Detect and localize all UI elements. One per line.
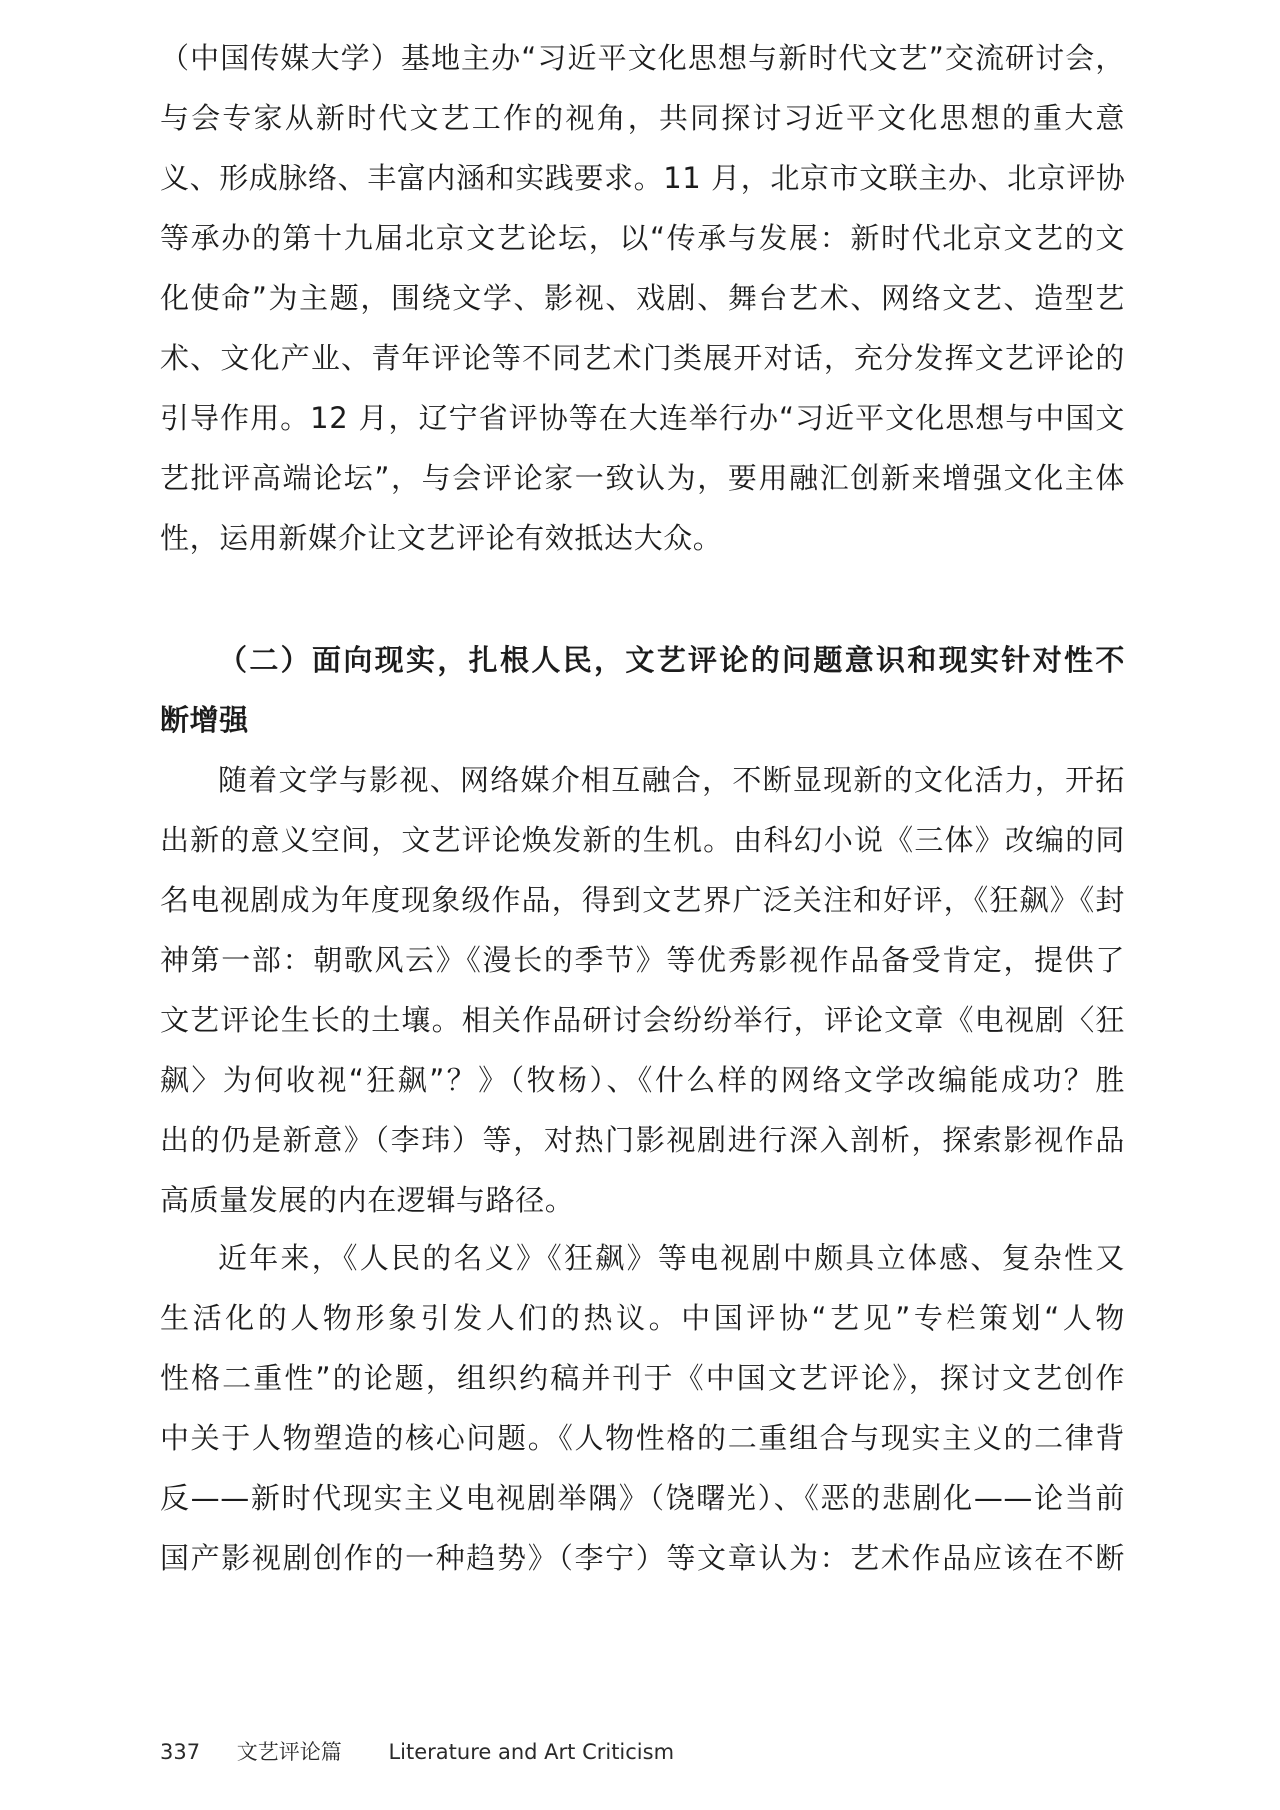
text-line: 性，运用新媒介让文艺评论有效抵达大众。 — [160, 521, 723, 555]
text-line: 近年来，《人民的名义》《狂飙》等电视剧中颇具立体感、复杂性又 — [218, 1241, 1125, 1275]
intro-paragraph — [160, 28, 1125, 568]
paragraph-3 — [160, 1228, 1125, 1588]
text-line: 随着文学与影视、网络媒介相互融合，不断显现新的文化活力，开拓 — [218, 763, 1125, 797]
text-line: 引导作用。12 月，辽宁省评协等在大连举行办“习近平文化思想与中国文 — [160, 401, 1125, 435]
text-line: 性格二重性”的论题，组织约稿并刊于《中国文艺评论》，探讨文艺创作 — [160, 1361, 1125, 1395]
text-line: 与会专家从新时代文艺工作的视角，共同探讨习近平文化思想的重大意 — [160, 101, 1125, 135]
text-line: 高质量发展的内在逻辑与路径。 — [160, 1183, 575, 1217]
text-line: 等承办的第十九届北京文艺论坛，以“传承与发展：新时代北京文艺的文 — [160, 221, 1125, 255]
text-line: 艺批评高端论坛”，与会评论家一致认为，要用融汇创新来增强文化主体 — [160, 461, 1125, 495]
text-line: 名电视剧成为年度现象级作品，得到文艺界广泛关注和好评，《狂飙》《封 — [160, 883, 1125, 917]
paragraph-2 — [160, 750, 1125, 1230]
text-line: 出的仍是新意》（李玮）等，对热门影视剧进行深入剖析，探索影视作品 — [160, 1123, 1125, 1157]
text-line: 飙〉为何收视“狂飙”？》（牧杨）、《什么样的网络文学改编能成功？胜 — [160, 1063, 1125, 1097]
text-line: 国产影视剧创作的一种趋势》（李宁）等文章认为：艺术作品应该在不断 — [160, 1541, 1125, 1575]
text-line: 文艺评论生长的土壤。相关作品研讨会纷纷举行，评论文章《电视剧〈狂 — [160, 1003, 1125, 1037]
heading-line: （二）面向现实，扎根人民，文艺评论的问题意识和现实针对性不 — [218, 643, 1125, 677]
text-line: 神第一部：朝歌风云》《漫长的季节》等优秀影视作品备受肯定，提供了 — [160, 943, 1125, 977]
page-footer — [160, 1738, 674, 1766]
text-line: （中国传媒大学）基地主办“习近平文化思想与新时代文艺”交流研讨会， — [160, 41, 1125, 75]
text-line: 出新的意义空间，文艺评论焕发新的生机。由科幻小说《三体》改编的同 — [160, 823, 1125, 857]
section-title-english: Literature and Art Criticism — [388, 1740, 675, 1764]
text-line: 术、文化产业、青年评论等不同艺术门类展开对话，充分发挥文艺评论的 — [160, 341, 1125, 375]
section-title-chinese: 文艺评论篇 — [236, 1740, 342, 1764]
page-number: 337 — [160, 1740, 201, 1764]
text-line: 生活化的人物形象引发人们的热议。中国评协“艺见”专栏策划“人物 — [160, 1301, 1125, 1335]
text-line: 化使命”为主题，围绕文学、影视、戏剧、舞台艺术、网络文艺、造型艺 — [160, 281, 1125, 315]
text-line: 中关于人物塑造的核心问题。《人物性格的二重组合与现实主义的二律背 — [160, 1421, 1125, 1455]
text-line: 义、形成脉络、丰富内涵和实践要求。11 月，北京市文联主办、北京评协 — [160, 161, 1126, 195]
section-heading — [160, 630, 1125, 750]
heading-line: 断增强 — [160, 703, 249, 737]
text-line: 反——新时代现实主义电视剧举隅》（饶曙光）、《恶的悲剧化——论当前 — [160, 1481, 1125, 1515]
